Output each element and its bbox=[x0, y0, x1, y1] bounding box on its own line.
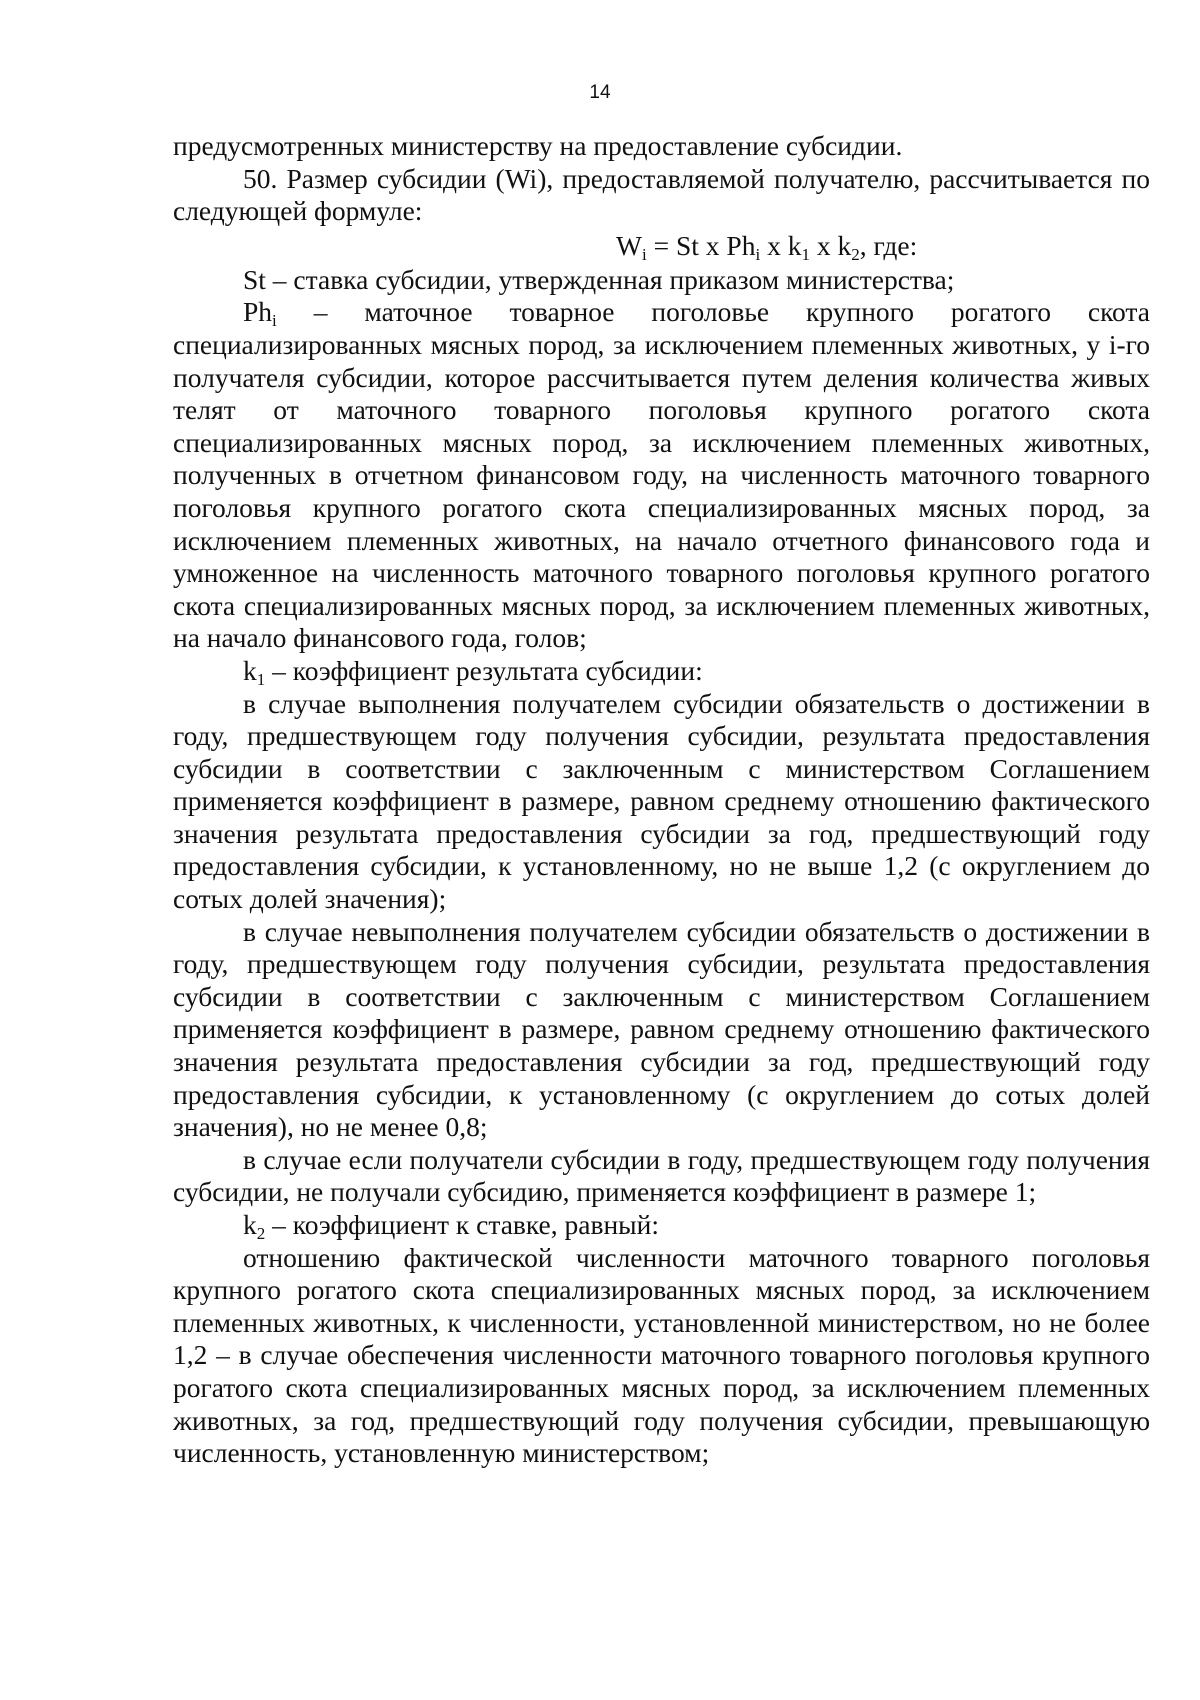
formula-st-ph: = St x Ph bbox=[646, 229, 756, 261]
formula-k2: x k bbox=[809, 229, 852, 261]
paragraph-continuation: предусмотренных министерству на предоставление субсидии. bbox=[173, 130, 903, 161]
k1-case-not-fulfilled: в случае невыполнения получателем субсидии обязательств о достижении в году, предшествующем году получения субсидии, результата предоставления субсидии в соответствии с заключенным с министерством Соглашением применяется коэффициент в размере, равном среднему отношению фактического значения результата предоставления субсидии за год, предшествующий году предоставления субсидии, к установленному (с округлением до сотых долей значения), но не менее 0,8; bbox=[173, 915, 1150, 1143]
page-number: 14 bbox=[589, 82, 611, 103]
ph-subscript: i bbox=[272, 311, 277, 331]
document-body bbox=[173, 130, 1150, 1470]
formula-k1: x k bbox=[760, 229, 802, 261]
k1-subscript: 1 bbox=[256, 670, 266, 690]
definition-k2 bbox=[173, 1209, 1150, 1242]
definition-ph bbox=[173, 296, 1150, 655]
definition-k1 bbox=[173, 655, 1150, 688]
formula-w: W bbox=[616, 229, 642, 261]
ph-text: – маточное товарное поголовье крупного рогатого скота специализированных мясных пород, за исключением племенных животных, у i-го получателя субсидии, которое рассчитывается путем деления количества живых телят от маточного товарного поголовья крупного рогатого скота специализированных мясных пород, за исключением племенных животных, полученных в отчетном финансовом году, на численность маточного товарного поголовья крупного рогатого скота специализированных мясных пород, за исключением племенных животных, на начало отчетного финансового года и умноженное на численность маточного товарного поголовья крупного рогатого скота специализированных мясных пород, за исключением племенных животных, на начало финансового года, голов; bbox=[173, 296, 1150, 654]
formula-tail: , где: bbox=[859, 229, 918, 261]
k1-case-no-subsidy: в случае если получатели субсидии в году, предшествующем году получения субсидии, не получали субсидию, применяется коэффициент в размере 1; bbox=[173, 1143, 1150, 1208]
formula-ph-subscript: i bbox=[755, 244, 761, 264]
paragraph-50: 50. Размер субсидии (Wi), предоставляемой получателю, рассчитывается по следующей формуле: bbox=[173, 162, 1150, 227]
k1-text: – коэффициент результата субсидии: bbox=[265, 654, 703, 686]
k2-case-ratio: отношению фактической численности маточного товарного поголовья крупного рогатого скота специализированных мясных пород, за исключением племенных животных, к численности, установленной министерством, но не более 1,2 – в случае обеспечения численности маточного товарного поголовья крупного рогатого скота специализированных мясных пород, за исключением племенных животных, за год, предшествующий году получения субсидии, превышающую численность, установленную министерством; bbox=[173, 1241, 1150, 1469]
k2-subscript: 2 bbox=[256, 1224, 266, 1244]
formula-w-subscript: i bbox=[641, 244, 647, 264]
formula-k1-subscript: 1 bbox=[801, 244, 810, 264]
k1-case-fulfilled: в случае выполнения получателем субсидии обязательств о достижении в году, предшествующем году получения субсидии, результата предоставления субсидии в соответствии с заключенным с министерством Соглашением применяется коэффициент в размере, равном среднему отношению фактического значения результата предоставления субсидии за год, предшествующий году предоставления субсидии, к установленному, но не выше 1,2 (с округлением до сотых долей значения); bbox=[173, 687, 1150, 915]
subsidy-formula bbox=[173, 228, 1150, 264]
k1-symbol: k bbox=[243, 654, 257, 686]
formula-k2-subscript: 2 bbox=[851, 244, 860, 264]
definition-st: St – ставка субсидии, утвержденная приказом министерства; bbox=[243, 263, 955, 295]
k2-text: – коэффициент к ставке, равный: bbox=[265, 1209, 660, 1240]
ph-symbol: Ph bbox=[243, 296, 273, 328]
k2-symbol: k bbox=[243, 1209, 257, 1240]
